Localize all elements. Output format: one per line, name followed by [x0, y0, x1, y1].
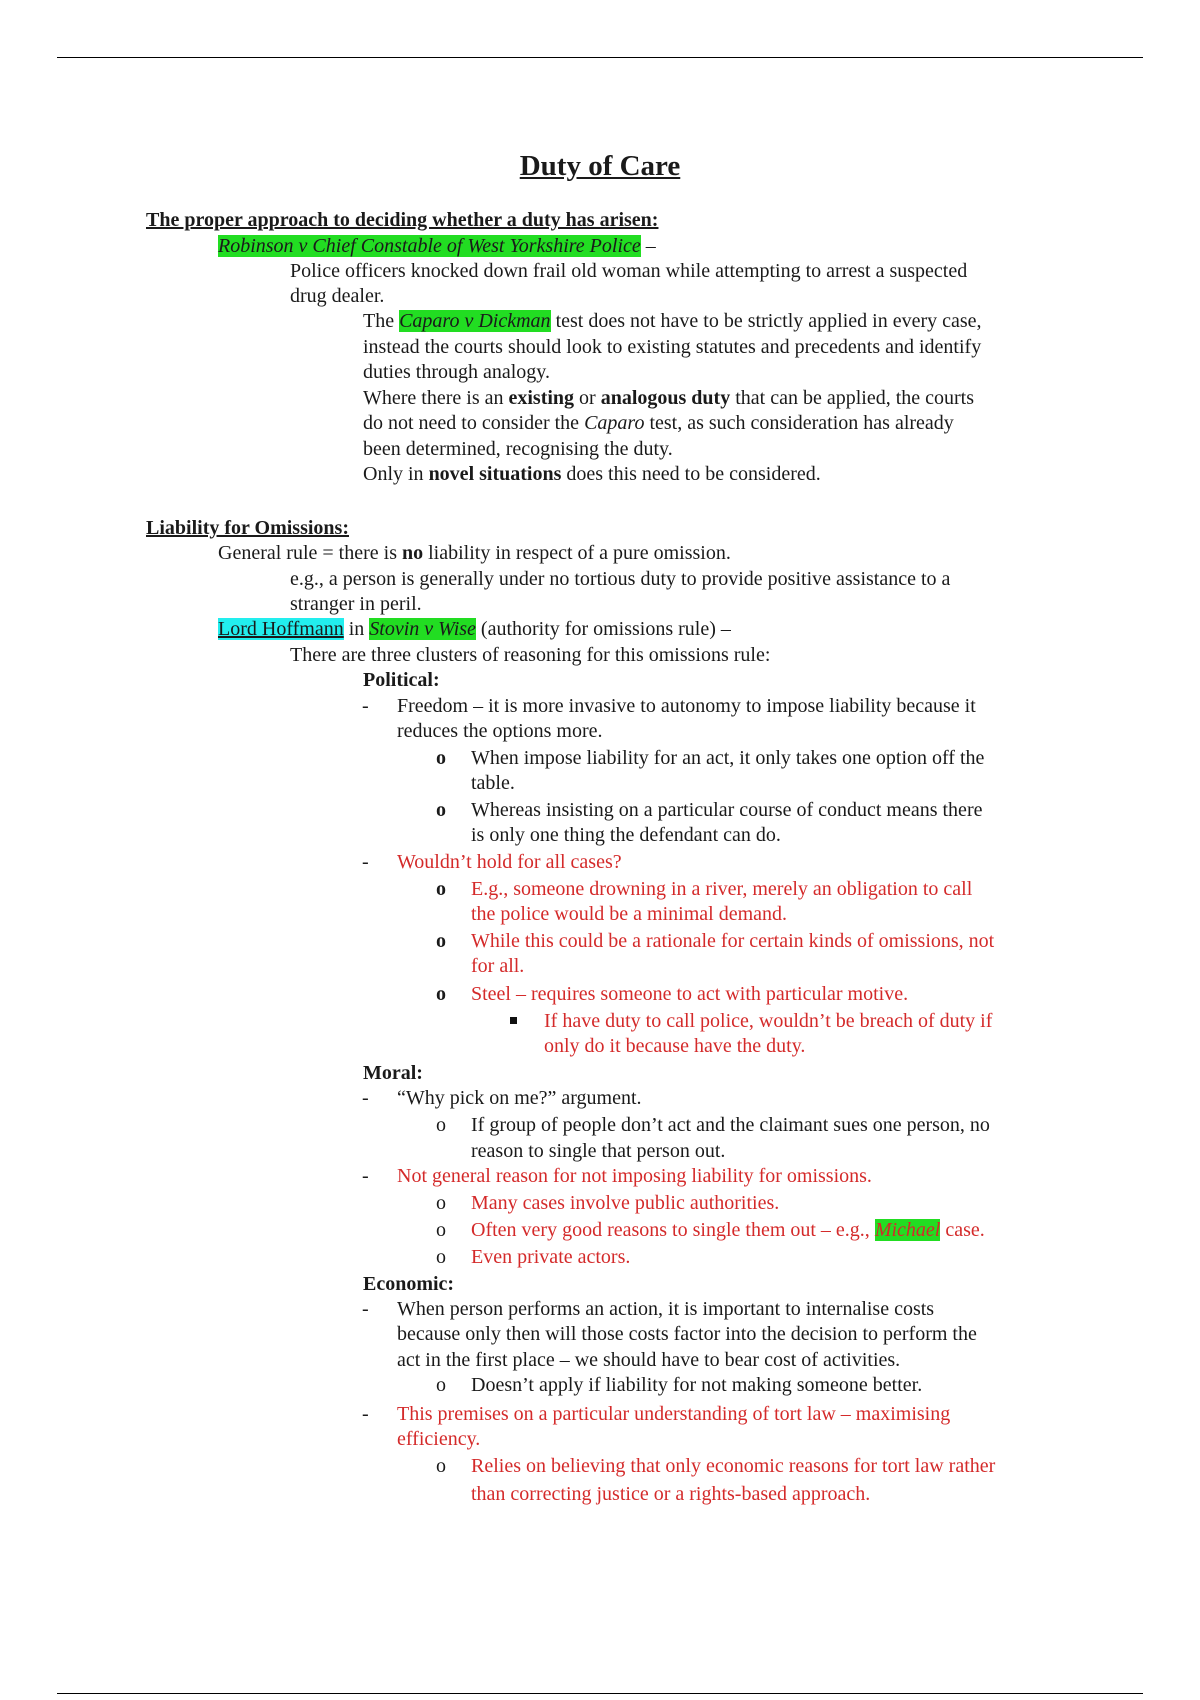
circle-bullet: o	[436, 1374, 446, 1396]
dash-bullet: -	[362, 1298, 369, 1320]
circle-bullet: o	[436, 1192, 446, 1214]
circle-bullet: o	[436, 930, 446, 952]
bold-existing: existing	[508, 387, 575, 409]
three-clusters-line: There are three clusters of reasoning for this omissions rule:	[290, 644, 771, 666]
text: case.	[940, 1219, 985, 1241]
moral-point-2: Not general reason for not imposing liability for omissions.	[397, 1165, 872, 1187]
text: that can be applied, the courts	[730, 387, 975, 409]
circle-bullet: o	[436, 1455, 446, 1477]
text: does this need to be considered.	[561, 463, 821, 485]
political-sub-1-line-2: table.	[471, 772, 515, 794]
general-rule-line	[218, 541, 731, 566]
text: Only in	[363, 463, 429, 485]
moral-red-sub-2	[471, 1218, 985, 1243]
header-rule	[57, 57, 1143, 58]
caparo-line-2: instead the courts should look to existing statutes and precedents and identify	[363, 336, 982, 358]
economic-red-sub-1-line-2: than correcting justice or a rights-based approach.	[471, 1483, 871, 1505]
bold-no: no	[401, 542, 424, 564]
economic-point-1-line-1: When person performs an action, it is important to internalise costs	[397, 1298, 935, 1320]
political-red-sub-2-line-1: While this could be a rationale for certain kinds of omissions, not	[471, 930, 995, 952]
authority-line	[218, 617, 731, 642]
dash-bullet: -	[362, 1165, 369, 1187]
text: Often very good reasons to single them out – e.g.,	[471, 1219, 875, 1241]
dash-bullet: -	[362, 1403, 369, 1425]
circle-bullet: o	[436, 747, 446, 769]
political-red-sub-2-line-2: for all.	[471, 955, 525, 977]
existing-duty-line-1	[363, 386, 974, 411]
caparo-line-1	[363, 309, 982, 334]
text: Where there is an	[363, 387, 509, 409]
footer-rule	[57, 1693, 1143, 1694]
existing-duty-line-3: been determined, recognising the duty.	[363, 438, 673, 460]
political-sub-2-line-1: Whereas insisting on a particular course of conduct means there	[471, 799, 983, 821]
moral-red-sub-3: Even private actors.	[471, 1246, 631, 1268]
political-sub-2-line-2: is only one thing the defendant can do.	[471, 824, 781, 846]
text: (authority for omissions rule) –	[475, 618, 731, 640]
economic-point-2-line-1: This premises on a particular understanding of tort law – maximising	[397, 1403, 951, 1425]
text: do not need to consider the	[363, 412, 585, 434]
economic-sub-1: Doesn’t apply if liability for not making someone better.	[471, 1374, 923, 1396]
case-michael-highlight: Michael	[874, 1219, 941, 1241]
moral-heading: Moral:	[363, 1062, 423, 1084]
italic-caparo: Caparo	[584, 412, 645, 434]
economic-point-2-line-2: efficiency.	[397, 1428, 481, 1450]
text: test, as such consideration has already	[644, 412, 954, 434]
facts-line-1: Police officers knocked down frail old woman while attempting to arrest a suspected	[290, 260, 968, 282]
text: in	[343, 618, 370, 640]
political-heading: Political:	[363, 669, 440, 691]
political-point-1-line-1: Freedom – it is more invasive to autonomy to impose liability because it	[397, 695, 976, 717]
moral-sub-1-line-1: If group of people don’t act and the claimant sues one person, no	[471, 1114, 990, 1136]
political-point-1-line-2: reduces the options more.	[397, 720, 603, 742]
case-stovin-highlight: Stovin v Wise	[369, 618, 476, 640]
section-heading-omissions: Liability for Omissions:	[146, 517, 349, 539]
case-robinson-highlight: Robinson v Chief Constable of West Yorkshire Police	[218, 235, 641, 257]
caparo-line-3: duties through analogy.	[363, 361, 551, 383]
novel-situations-line	[363, 462, 821, 487]
moral-point-1: “Why pick on me?” argument.	[397, 1087, 642, 1109]
case-suffix: –	[640, 235, 656, 257]
circle-bullet: o	[436, 1246, 446, 1268]
page-title: Duty of Care	[519, 150, 681, 182]
text: or	[574, 387, 601, 409]
economic-red-sub-1-line-1: Relies on believing that only economic reasons for tort law rather	[471, 1455, 996, 1477]
circle-bullet: o	[436, 983, 446, 1005]
square-bullet	[510, 1017, 517, 1024]
political-red-sub-1-line-2: the police would be a minimal demand.	[471, 903, 788, 925]
bold-novel-situations: novel situations	[428, 463, 562, 485]
facts-line-2: drug dealer.	[290, 285, 385, 307]
text: test does not have to be strictly applied in every case,	[550, 310, 982, 332]
political-red-subsub-line-2: only do it because have the duty.	[544, 1035, 806, 1057]
political-red-sub-3: Steel – requires someone to act with particular motive.	[471, 983, 909, 1005]
circle-bullet: o	[436, 799, 446, 821]
political-point-2: Wouldn’t hold for all cases?	[397, 851, 622, 873]
example-line-2: stranger in peril.	[290, 593, 422, 615]
existing-duty-line-2	[363, 411, 954, 436]
case-caparo-highlight: Caparo v Dickman	[399, 310, 551, 332]
dash-bullet: -	[362, 851, 369, 873]
moral-red-sub-1: Many cases involve public authorities.	[471, 1192, 780, 1214]
case-line-robinson	[218, 234, 656, 259]
dash-bullet: -	[362, 1087, 369, 1109]
dash-bullet: -	[362, 695, 369, 717]
political-sub-1-line-1: When impose liability for an act, it only takes one option off the	[471, 747, 985, 769]
bold-analogous-duty: analogous duty	[600, 387, 731, 409]
circle-bullet: o	[436, 1114, 446, 1136]
example-line-1: e.g., a person is generally under no tortious duty to provide positive assistance to a	[290, 568, 951, 590]
circle-bullet: o	[436, 878, 446, 900]
economic-heading: Economic:	[363, 1273, 455, 1295]
text: liability in respect of a pure omission.	[423, 542, 731, 564]
section-heading-approach: The proper approach to deciding whether a duty has arisen:	[146, 209, 659, 231]
political-red-sub-1-line-1: E.g., someone drowning in a river, merely an obligation to call	[471, 878, 973, 900]
moral-sub-1-line-2: reason to single that person out.	[471, 1140, 726, 1162]
text: The	[363, 310, 400, 332]
text: General rule = there is	[218, 542, 402, 564]
judge-hoffmann-highlight: Lord Hoffmann	[218, 618, 344, 640]
economic-point-1-line-3: act in the first place – we should have to bear cost of activities.	[397, 1349, 901, 1371]
economic-point-1-line-2: because only then will those costs factor into the decision to perform the	[397, 1323, 977, 1345]
political-red-subsub-line-1: If have duty to call police, wouldn’t be breach of duty if	[544, 1010, 993, 1032]
circle-bullet: o	[436, 1219, 446, 1241]
